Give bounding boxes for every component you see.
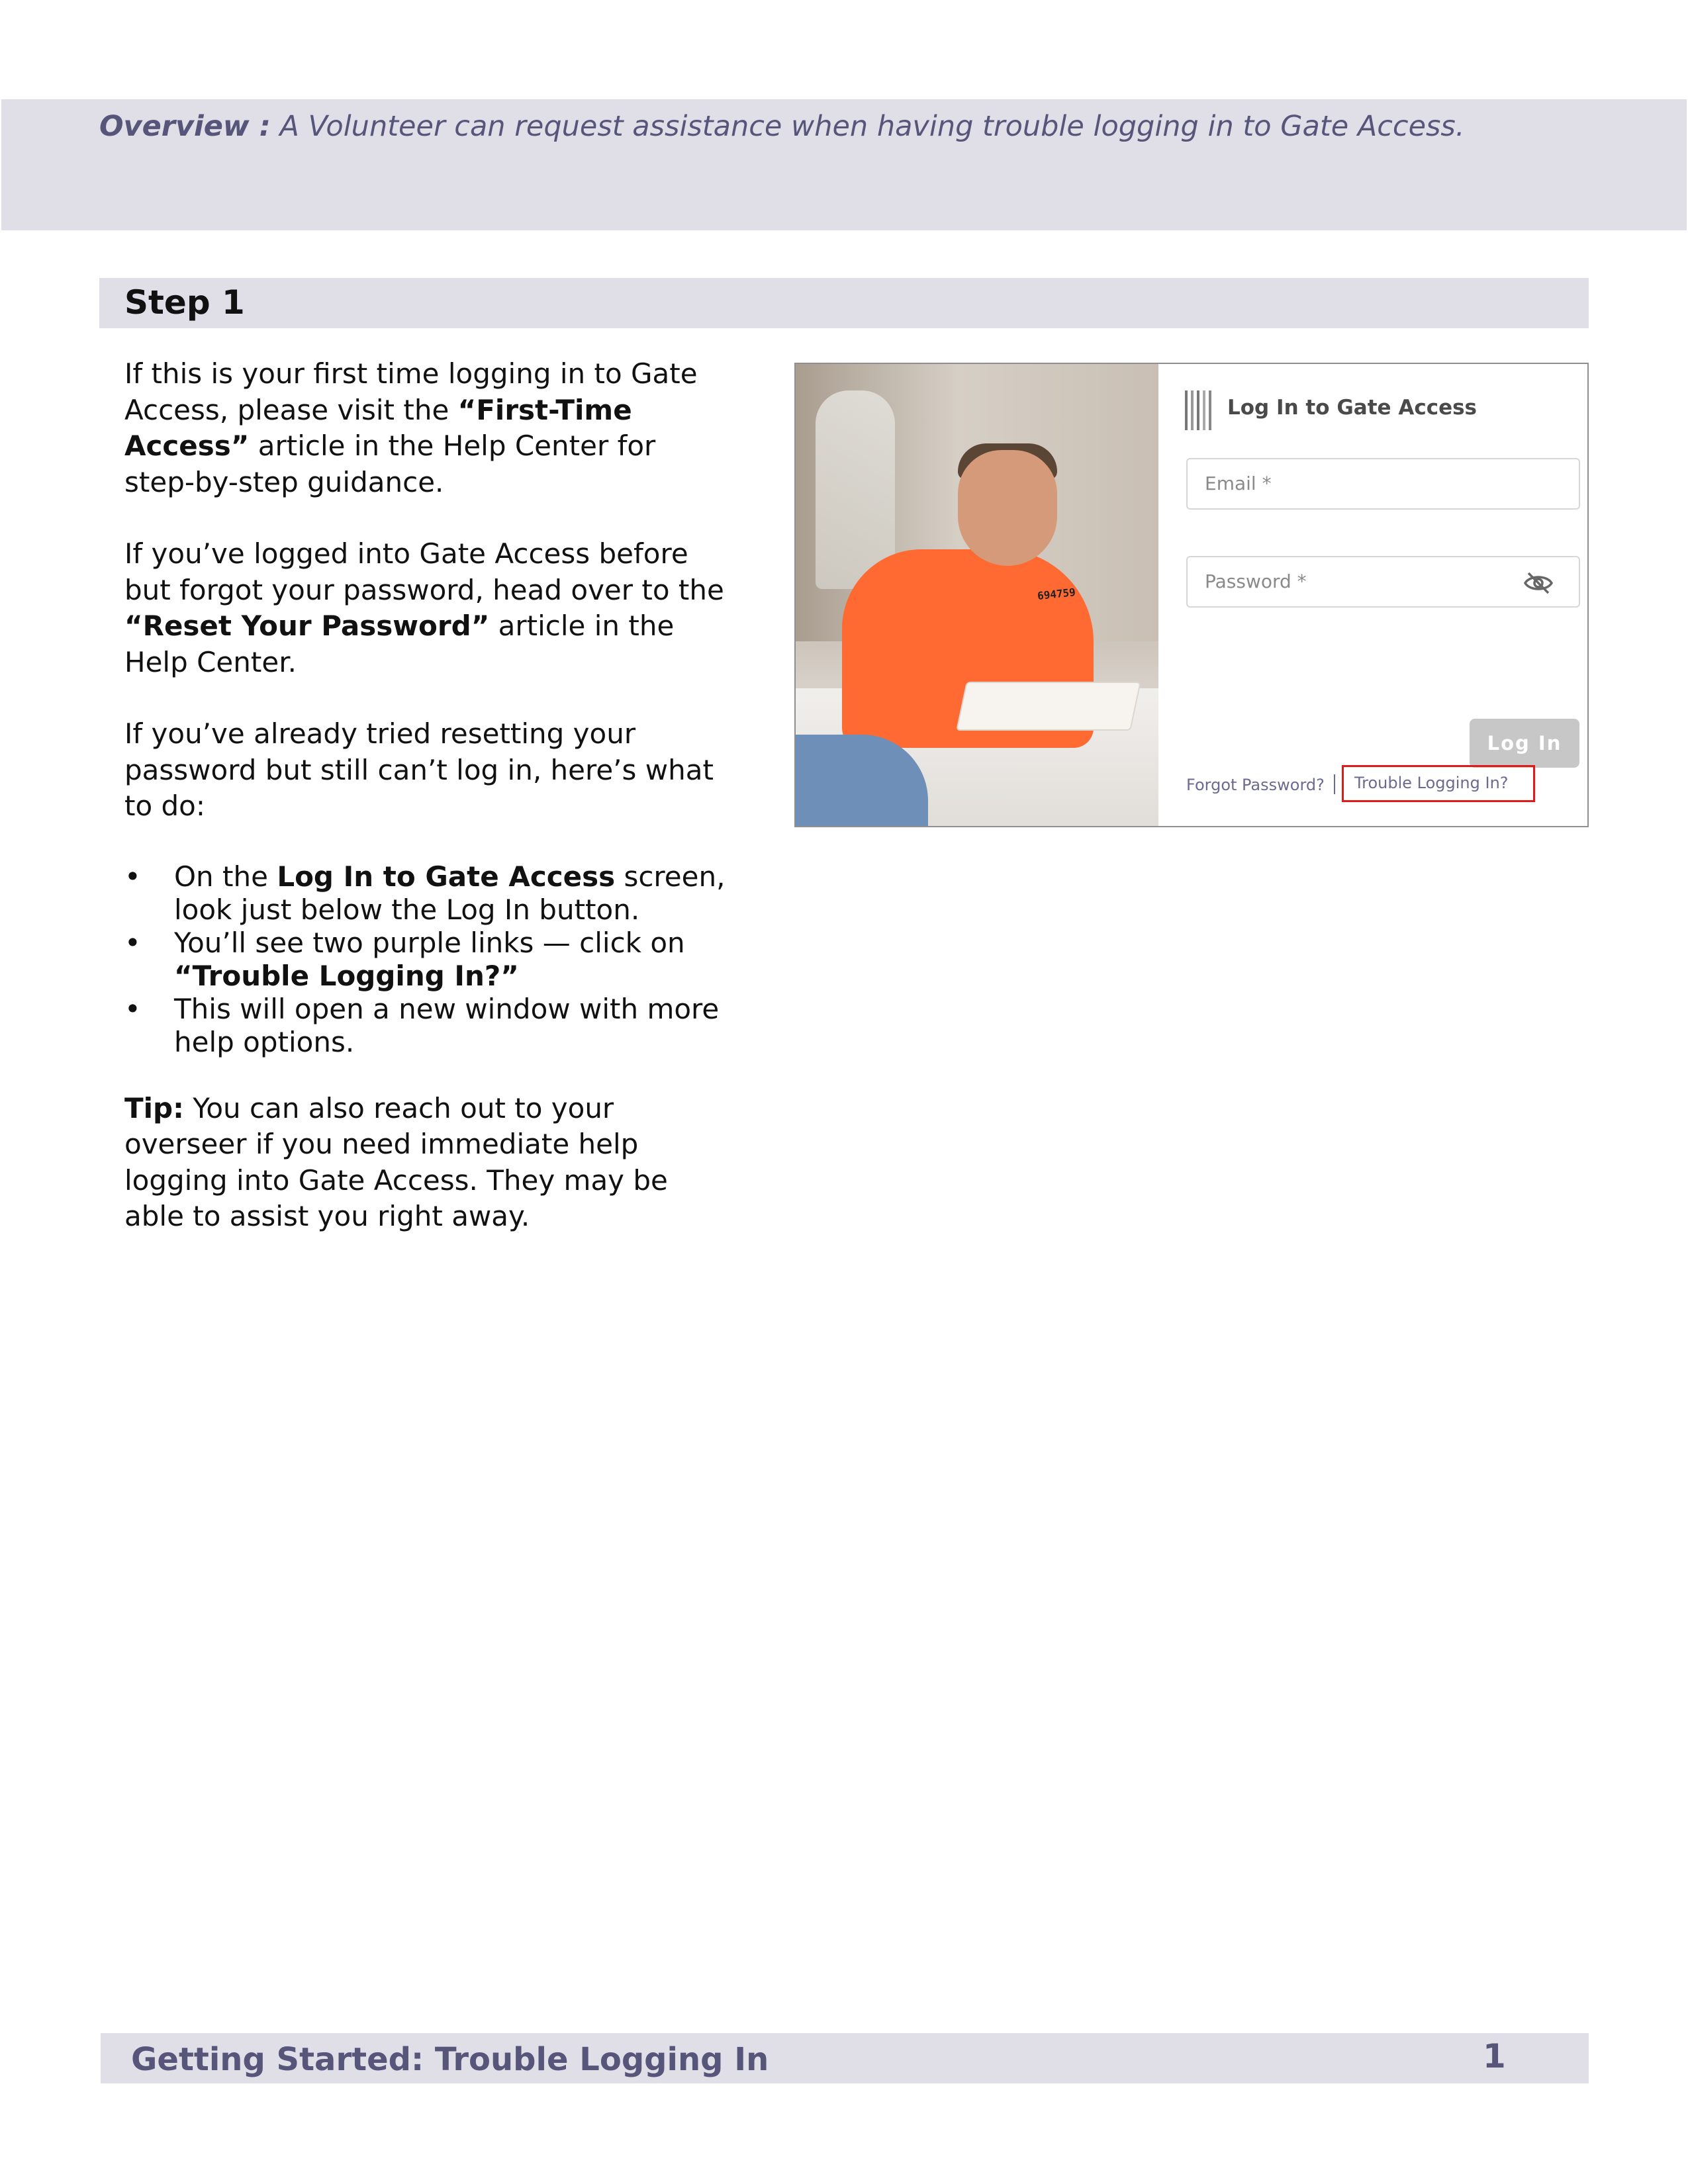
volunteer-photo [796,364,1158,826]
text: If you’ve logged into Gate Access before but forgot your password, head over to the [124,537,724,606]
text-bold: “Trouble Logging In?” [174,959,519,992]
tip-paragraph [124,1091,733,1235]
paragraph-reset [124,536,733,680]
overview-text [99,110,1465,143]
tip-label: Tip: [124,1091,184,1124]
text: On the [174,860,277,893]
tip-text: You can also reach out to your overseer if you need immediate help logging into Gate Access. They may be able to assist you right away. [124,1091,668,1232]
text: article in the Help Center for step-by-step guidance. [124,430,656,498]
step-title: Step 1 [124,283,245,322]
bullet-icon: • [124,992,141,1025]
email-field[interactable] [1186,458,1580,510]
step-body [124,356,733,1271]
footer [101,2033,1589,2083]
bullet-icon: • [124,926,141,959]
bullet-icon: • [124,860,141,893]
login-button[interactable]: Log In [1470,719,1579,768]
text: If this is your first time logging in to Gate Access, please visit the [124,357,698,426]
instruction-list [124,860,733,1059]
trouble-logging-in-link[interactable]: Trouble Logging In? [1342,765,1535,802]
list-item [124,927,733,993]
text: This will open a new window with more help options. [174,992,720,1058]
page-number: 1 [1483,2037,1506,2075]
list-item [124,993,733,1059]
link-divider [1334,774,1335,794]
paragraph-first-time [124,356,733,500]
login-screenshot [794,363,1589,827]
paragraph-still-cant-login: If you’ve already tried resetting your password but still can’t log in, here’s what to do: [124,717,714,822]
logo-bars-icon [1185,390,1213,430]
overview-label: Overview : [99,110,271,143]
photo-tag: 694759 [1037,586,1076,602]
footer-title: Getting Started: Trouble Logging In [131,2041,769,2078]
text: article in the Help Center. [124,610,675,678]
step-header [99,278,1589,328]
article-reset-password: “Reset Your Password” [124,610,490,642]
overview-body: A Volunteer can request assistance when having trouble logging in to Gate Access. [270,110,1465,143]
text: screen, look just below the Log In button. [174,860,726,926]
email-placeholder: Email * [1205,473,1272,494]
article-first-time-access: “First-Time Access” [124,393,632,462]
forgot-password-link[interactable]: Forgot Password? [1186,776,1325,794]
text: You’ll see two purple links — click on [174,926,685,959]
login-title: Log In to Gate Access [1227,396,1477,420]
password-placeholder: Password * [1205,570,1307,592]
eye-off-icon[interactable] [1523,572,1554,594]
password-field[interactable] [1186,556,1580,608]
list-item [124,860,733,927]
text-bold: Log In to Gate Access [277,860,616,893]
login-panel [1158,364,1587,826]
